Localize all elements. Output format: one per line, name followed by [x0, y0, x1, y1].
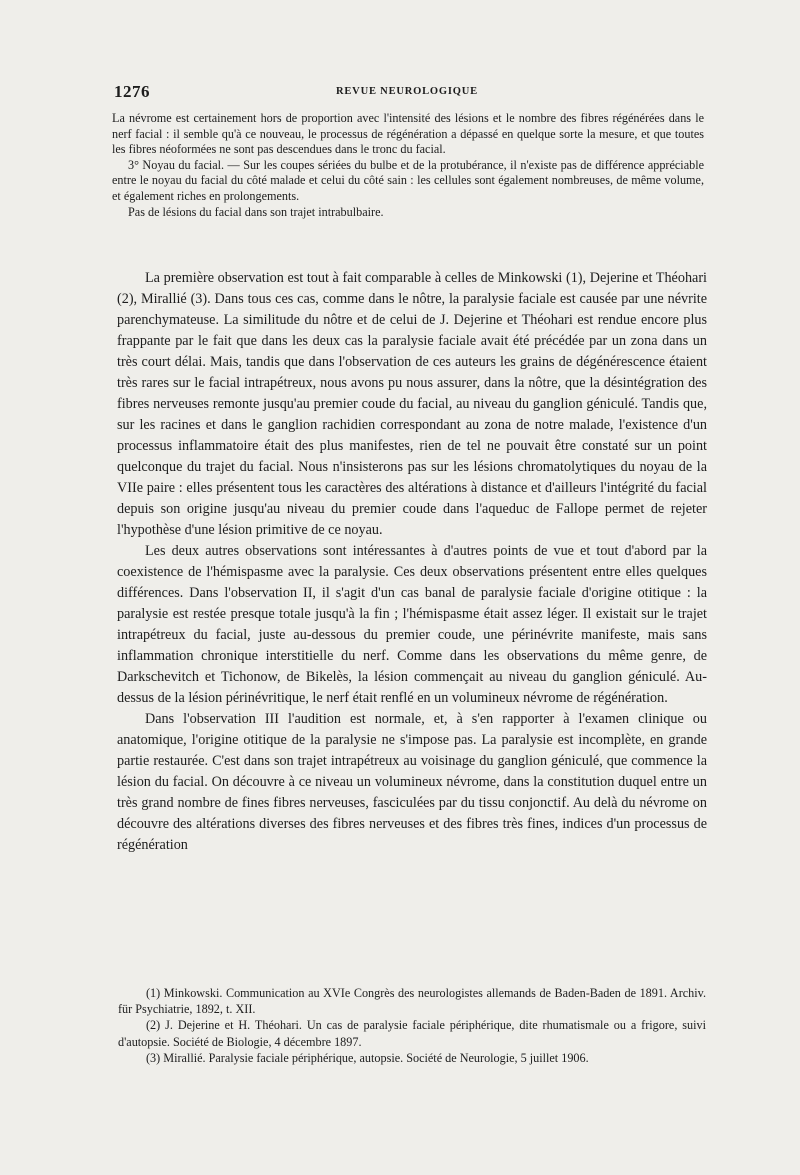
- paragraph-other-observations: Les deux autres observations sont intéressantes à d'autres points de vue et tout d'abord par la coexistence de l'hémispasme avec la paralysie. Ces deux observations présentent entre elles quelques différences. Dans l'observation II, il s'agit d'un cas banal de paralysie faciale d'origine otitique : la paralysie est restée presque totale jusqu'à la fin ; l'hémispasme était assez léger. Il existait sur le trajet intrapétreux du facial, juste au-dessous du premier coude, une périnévrite manifeste, mais sans inflammation chronique interstitielle du nerf. Comme dans les observations du même genre, de Darkschevitch et Tichonow, de Bikelès, la lésion commençait au niveau du ganglion géniculé. Au-dessus de la lésion périnévritique, le nerf était renflé en un volumineux névrome de régénération.: [117, 543, 707, 706]
- page-header: [114, 82, 704, 106]
- discussion-body: [117, 268, 707, 856]
- paragraph-intrabulbar: Pas de lésions du facial dans son trajet intrabulbaire.: [128, 204, 384, 219]
- paragraph-facial-nucleus: 3° Noyau du facial. — Sur les coupes sériées du bulbe et de la protubérance, il n'existe pas de différence appréciable entre le noyau du facial du côté malade et celui du côté sain : les cellules sont également nombreuses, de même volume, et également riches en prolongements.: [112, 157, 704, 203]
- footnotes: [118, 985, 706, 1066]
- running-head: REVUE NEUROLOGIQUE: [336, 86, 478, 97]
- footnote-1: (1) Minkowski. Communication au XVIe Congrès des neurologistes allemands de Baden-Baden de 1891. Archiv. für Psychiatrie, 1892, t. XII.: [118, 986, 706, 1017]
- lesion-notes-block: [112, 111, 704, 220]
- footnote-3: (3) Mirallié. Paralysie faciale périphérique, autopsie. Société de Neurologie, 5 juillet 1906.: [146, 1050, 589, 1065]
- footnote-2: (2) J. Dejerine et H. Théohari. Un cas de paralysie faciale périphérique, dite rhumatismale ou a frigore, suivi d'autopsie. Société de Biologie, 4 décembre 1897.: [118, 1018, 706, 1049]
- paragraph-first-observation: La première observation est tout à fait comparable à celles de Minkowski (1), Dejerine et Théohari (2), Mirallié (3). Dans tous ces cas, comme dans le nôtre, la paralysie faciale est causée par une névrite parenchymateuse. La similitude du nôtre et de celui de J. Dejerine et Théohari est rendue encore plus frappante par le fait que dans les deux cas la paralysie faciale avait été précédée par un zona dans un très court délai. Mais, tandis que dans l'observation de ces auteurs les grains de dégénérescence étaient très rares sur le facial intrapétreux, nous avons pu nous assurer, dans la nôtre, que la désintégration des fibres nerveuses remonte jusqu'au premier coude du facial, au niveau du ganglion géniculé. Tandis que, sur les racines et dans le ganglion rachidien correspondant au zona de notre malade, l'existence d'un processus inflammatoire était des plus manifestes, rien de tel ne pouvait être constaté sur un point quelconque du trajet du facial. Nous n'insisterons pas sur les lésions chromatolytiques du noyau de la VIIe paire : elles présentent tous les caractères des altérations à distance et d'ailleurs l'intégrité du facial depuis son origine jusqu'au niveau du premier coude dans l'aqueduc de Fallope permet de rejeter l'hypothèse d'une lésion primitive de ce noyau.: [117, 270, 707, 538]
- page-number: 1276: [114, 82, 150, 101]
- paragraph-observation-three: Dans l'observation III l'audition est normale, et, à s'en rapporter à l'examen clinique ou anatomique, l'origine otitique de la paralysie ne s'impose pas. La paralysie est incomplète, en grande partie restaurée. C'est dans son trajet intrapétreux au voisinage du ganglion géniculé, que commence la lésion du facial. On découvre à ce niveau un volumineux névrome, dans la constitution duquel entre un très grand nombre de fines fibres nerveuses, fasciculées par du tissu conjonctif. Au delà du névrome on découvre des altérations diverses des fibres nerveuses et des fibres très fines, indices d'un processus de régénération: [117, 711, 707, 853]
- paragraph-neuroma-note: La névrome est certainement hors de proportion avec l'intensité des lésions et le nombre des fibres régénérées dans le nerf facial : il semble qu'à ce nouveau, le processus de régénération a dépassé en quelque sorte la mesure, et que toutes les fibres néoformées ne sont pas descendues dans le tronc du facial.: [112, 111, 704, 157]
